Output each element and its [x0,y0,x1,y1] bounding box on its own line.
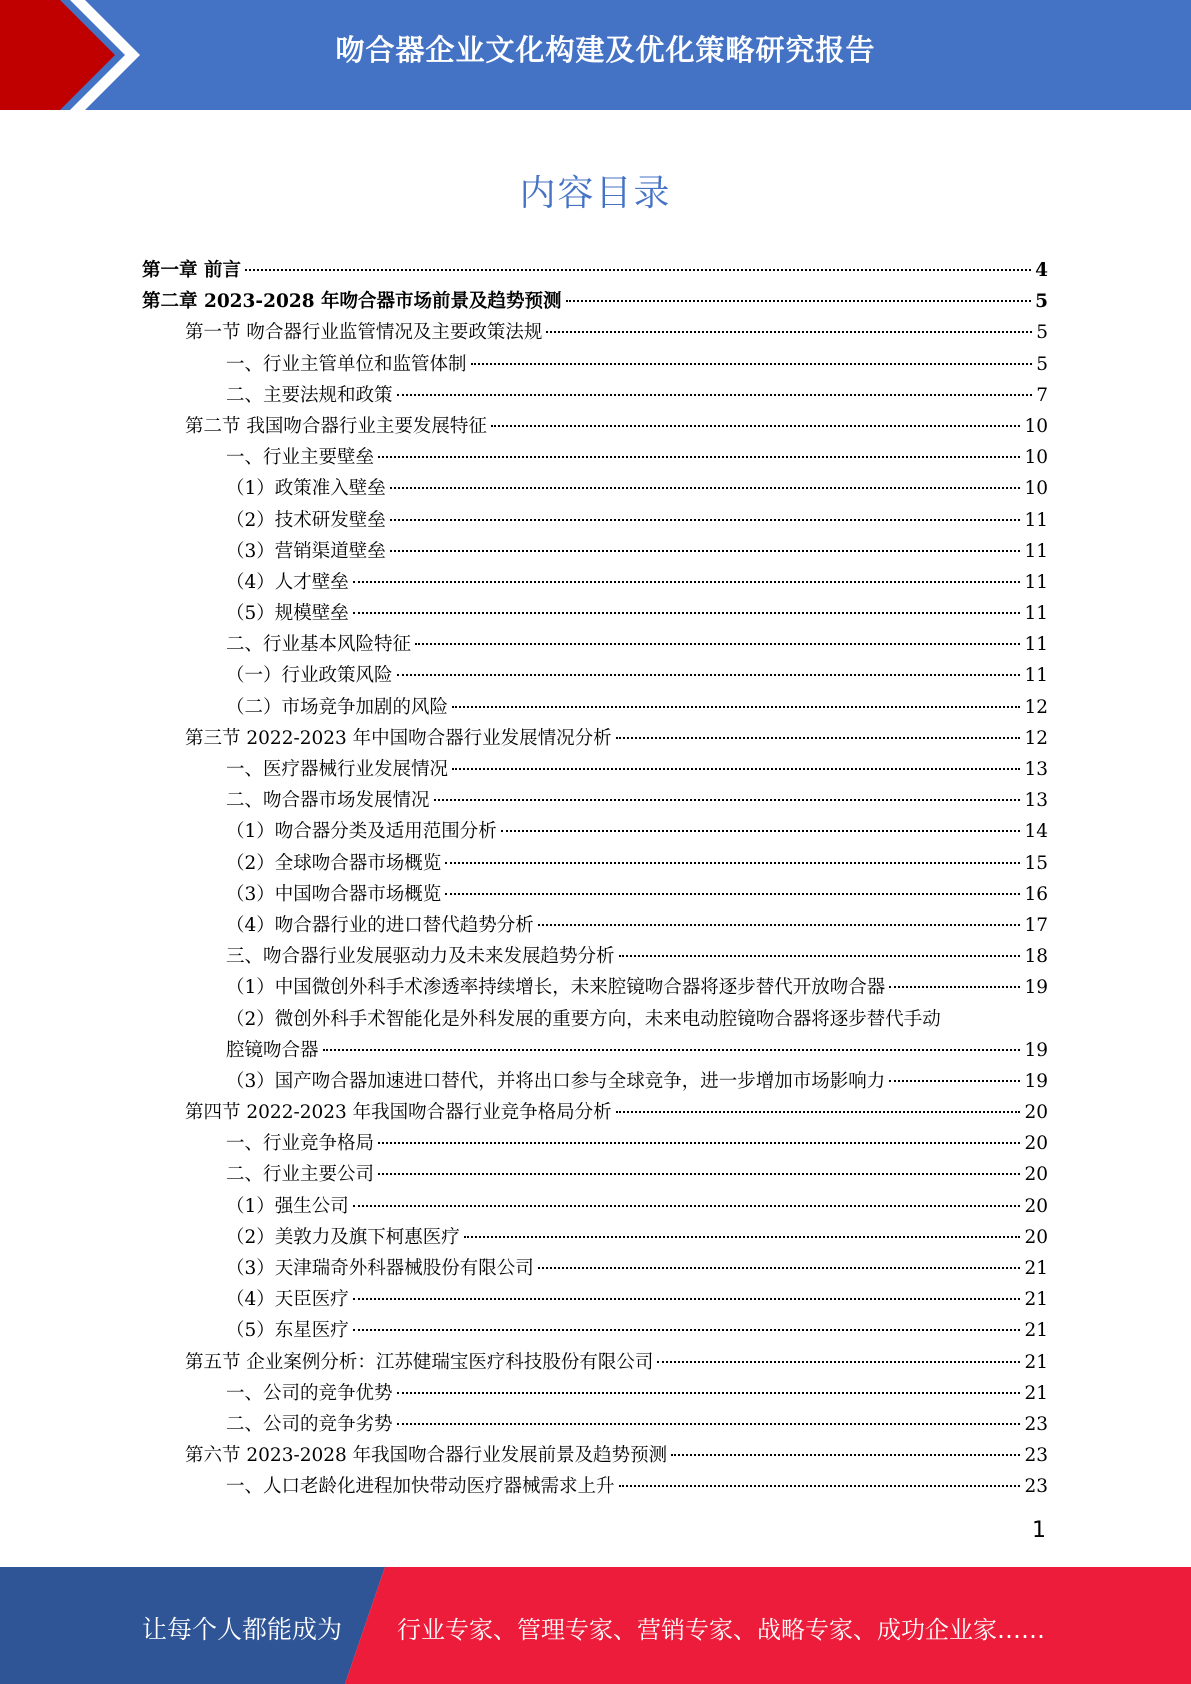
toc-page-number: 20 [1024,1133,1048,1155]
toc-entry-text: 第一章 前言 [142,260,241,281]
toc-page-number: 20 [1024,1102,1048,1124]
toc-page-number: 11 [1024,665,1048,687]
toc-entry[interactable] [142,567,1048,598]
toc-entry-text: 一、行业主要壁垒 [226,447,375,469]
toc-page-number: 23 [1024,1476,1048,1498]
toc-page-number: 11 [1024,571,1048,593]
toc-leader-dots [538,923,1021,926]
toc-leader-dots [616,736,1021,739]
toc-entry-text: （1）强生公司 [226,1195,349,1217]
toc-entry-text: （1）中国微创外科手术渗透率持续增长，未来腔镜吻合器将逐步替代开放吻合器 [226,977,886,999]
toc-leader-dots [657,1360,1020,1363]
toc-entry[interactable] [142,286,1048,317]
toc-entry[interactable] [142,473,1048,504]
toc-page-number: 17 [1024,914,1048,936]
toc-page-number: 19 [1024,1039,1048,1061]
toc-entry-text: 第一节 吻合器行业监管情况及主要政策法规 [185,322,543,344]
toc-leader-dots [390,549,1021,552]
toc-page-number: 21 [1024,1351,1048,1373]
toc-leader-dots [378,1141,1020,1144]
toc-page-number: 4 [1035,260,1048,281]
toc-entry[interactable] [142,598,1048,629]
toc-leader-dots [397,673,1021,676]
page-header [0,0,1191,110]
toc-page-number: 11 [1024,540,1048,562]
toc-leader-dots [566,299,1032,302]
toc-entry-text: （一）行业政策风险 [226,665,393,687]
toc-leader-dots [397,1422,1021,1425]
toc-entry-text-continued: 腔镜吻合器 [226,1039,319,1061]
toc-page-number: 23 [1024,1413,1048,1435]
toc-page-number: 20 [1024,1195,1048,1217]
toc-entry[interactable] [142,1471,1048,1502]
toc-entry-text: 二、行业基本风险特征 [226,634,412,656]
toc-leader-dots [471,362,1033,365]
toc-page-number: 21 [1024,1289,1048,1311]
toc-entry[interactable] [142,1128,1048,1159]
toc-page-number: 10 [1024,415,1048,437]
toc-leader-dots [397,393,1033,396]
toc-entry[interactable] [142,879,1048,910]
toc-page-number: 11 [1024,634,1048,656]
toc-leader-dots [889,985,1020,988]
toc-leader-dots [616,1110,1021,1113]
toc-leader-dots [619,954,1021,957]
toc-leader-dots [445,892,1020,895]
toc-page-number: 16 [1024,883,1048,905]
toc-entry[interactable] [142,536,1048,567]
toc-entry[interactable] [142,1440,1048,1471]
toc-entry-text: （2）微创外科手术智能化是外科发展的重要方向，未来电动腔镜吻合器将逐步替代手动 [226,1008,941,1030]
toc-entry[interactable] [142,1347,1048,1378]
toc-entry[interactable] [142,1004,1048,1066]
toc-entry[interactable] [142,816,1048,847]
toc-entry-text: 一、人口老龄化进程加快带动医疗器械需求上升 [226,1476,615,1498]
toc-entry-text: （4）人才壁垒 [226,571,349,593]
toc-entry[interactable] [142,380,1048,411]
toc-entry[interactable] [142,972,1048,1003]
page-footer [0,1567,1191,1684]
toc-entry-text: （3）国产吻合器加速进口替代，并将出口参与全球竞争，进一步增加市场影响力 [226,1070,886,1092]
toc-leader-dots [445,861,1020,864]
toc-leader-dots [546,330,1032,333]
toc-page-number: 13 [1024,790,1048,812]
toc-entry[interactable] [142,1191,1048,1222]
toc-entry[interactable] [142,411,1048,442]
toc-leader-dots [245,268,1031,271]
toc-leader-dots [353,1204,1021,1207]
footer-slogan-right: 行业专家、管理专家、营销专家、战略专家、成功企业家…… [397,1616,1045,1644]
toc-page-number: 5 [1036,322,1048,344]
toc-entry[interactable] [142,910,1048,941]
toc-entry-text: （5）东星医疗 [226,1320,349,1342]
toc-leader-dots [538,1266,1021,1269]
toc-entry[interactable] [142,1097,1048,1128]
toc-leader-dots [397,1391,1021,1394]
toc-leader-dots [452,705,1020,708]
toc-entry[interactable] [142,692,1048,723]
toc-page-number: 5 [1036,353,1048,375]
toc-entry[interactable] [142,1315,1048,1346]
toc-leader-dots [353,580,1021,583]
toc-entry[interactable] [142,785,1048,816]
footer-slogan-left: 让每个人都能成为 [142,1615,343,1644]
toc-page-number: 19 [1024,977,1048,999]
toc-entry-text: 一、医疗器械行业发展情况 [226,759,449,780]
toc-entry[interactable] [142,941,1048,972]
toc-entry-text: 一、行业竞争格局 [226,1133,375,1155]
toc-page-number: 21 [1024,1320,1048,1342]
toc-entry[interactable] [142,1284,1048,1315]
toc-leader-dots [390,486,1021,489]
toc-entry[interactable] [142,349,1048,380]
toc-entry-text: 第五节 企业案例分析：江苏健瑞宝医疗科技股份有限公司 [185,1351,654,1373]
toc-page-number: 20 [1024,1164,1048,1186]
toc-entry-text: 二、行业主要公司 [226,1164,375,1186]
toc-entry-text: （2）技术研发壁垒 [226,509,386,531]
toc-entry-text: （二）市场竞争加剧的风险 [226,696,449,718]
toc-leader-dots [378,1172,1020,1175]
toc-leader-dots [415,642,1020,645]
toc-page-number: 11 [1024,509,1048,531]
toc-page-number: 20 [1024,1226,1048,1248]
toc-entry-text: （4）吻合器行业的进口替代趋势分析 [226,914,534,936]
page-number: 1 [1032,1518,1046,1543]
toc-entry-text: 第四节 2022-2023 年我国吻合器行业竞争格局分析 [185,1102,612,1124]
toc-page-number: 12 [1024,727,1048,749]
toc-page-number: 15 [1024,852,1048,874]
toc-leader-dots [501,829,1021,832]
toc-leader-dots [353,1297,1021,1300]
toc-page-number: 13 [1024,759,1048,780]
toc-entry-text: （3）天津瑞奇外科器械股份有限公司 [226,1258,534,1280]
toc-entry[interactable] [142,255,1048,286]
toc-leader-dots [491,424,1021,427]
toc-leader-dots [378,455,1020,458]
toc-page-number: 10 [1024,447,1048,469]
toc-entry[interactable] [142,317,1048,348]
toc-entry-text: （4）天臣医疗 [226,1289,349,1311]
toc-page-number: 5 [1035,291,1048,313]
toc-entry-text: （2）美敦力及旗下柯惠医疗 [226,1226,460,1248]
toc-page-number: 12 [1024,696,1048,718]
toc-entry-text: 三、吻合器行业发展驱动力及未来发展趋势分析 [226,946,615,968]
toc-entry-text: 第二节 我国吻合器行业主要发展特征 [185,415,487,437]
toc-entry[interactable] [142,1222,1048,1253]
toc-entry[interactable] [142,754,1048,785]
toc-page-number: 7 [1036,384,1048,406]
toc-entry-text: （3）中国吻合器市场概览 [226,883,442,905]
toc-leader-dots [353,1328,1021,1331]
toc-leader-dots [434,798,1021,801]
toc-entry-text: 二、公司的竞争劣势 [226,1413,393,1435]
toc-entry-text: 一、行业主管单位和监管体制 [226,353,467,375]
toc-entry[interactable] [142,1253,1048,1284]
toc-entry[interactable] [142,723,1048,754]
toc-page-number: 11 [1024,603,1048,625]
toc-page-number: 18 [1024,946,1048,968]
toc-page-number: 14 [1024,821,1048,843]
toc-entry[interactable] [142,848,1048,879]
toc-leader-dots [671,1453,1020,1456]
toc-entry-text: 第三节 2022-2023 年中国吻合器行业发展情况分析 [185,727,612,749]
report-title: 吻合器企业文化构建及优化策略研究报告 [335,33,876,67]
table-of-contents [142,255,1048,1503]
toc-page-number: 10 [1024,478,1048,500]
toc-leader-dots [390,518,1021,521]
toc-page-number: 23 [1024,1445,1048,1467]
toc-leader-dots [464,1235,1021,1238]
toc-entry-text: 二、主要法规和政策 [226,384,393,406]
toc-entry-text: （1）吻合器分类及适用范围分析 [226,821,497,843]
toc-entry-text: （2）全球吻合器市场概览 [226,852,442,874]
toc-entry[interactable] [142,660,1048,691]
toc-page-number: 21 [1024,1382,1048,1404]
toc-entry-text: （5）规模壁垒 [226,603,349,625]
toc-entry[interactable] [142,1409,1048,1440]
toc-page-number: 19 [1024,1070,1048,1092]
toc-entry-text: （3）营销渠道壁垒 [226,540,386,562]
toc-entry[interactable] [142,442,1048,473]
toc-leader-dots [353,611,1021,614]
toc-leader-dots [323,1048,1021,1051]
toc-entry[interactable] [142,629,1048,660]
toc-entry[interactable] [142,1378,1048,1409]
toc-entry-text: 一、公司的竞争优势 [226,1382,393,1404]
toc-leader-dots [889,1079,1020,1082]
toc-leader-dots [619,1484,1021,1487]
toc-page-number: 21 [1024,1258,1048,1280]
toc-entry[interactable] [142,505,1048,536]
toc-entry-text: 第六节 2023-2028 年我国吻合器行业发展前景及趋势预测 [185,1445,668,1467]
toc-heading: 内容目录 [519,173,672,214]
toc-entry-text: 第二章 2023-2028 年吻合器市场前景及趋势预测 [142,291,562,313]
toc-entry[interactable] [142,1159,1048,1190]
toc-entry-text: （1）政策准入壁垒 [226,478,386,500]
toc-leader-dots [452,767,1020,770]
toc-entry[interactable] [142,1066,1048,1097]
toc-entry-text: 二、吻合器市场发展情况 [226,790,430,812]
